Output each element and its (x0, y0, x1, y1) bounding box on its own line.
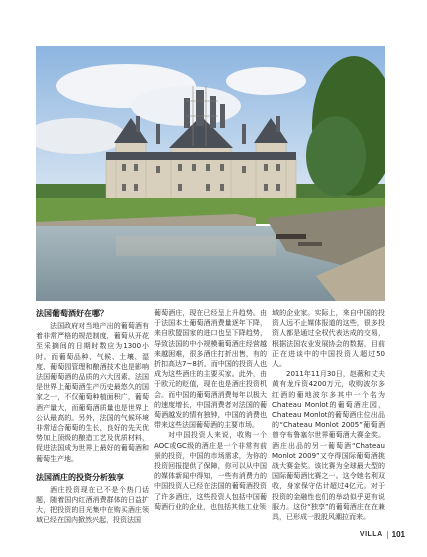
magazine-brand: VILLA (359, 531, 383, 538)
body-paragraph: 对中国投资人来说，收购一个AOC或GC级的酒庄是一个非常有前景的投资，中国的市场需求，为你的投资回报提供了保障，你可以从中国的媒体新闻中得知，一些有消费力的中国投资人已经在法国的葡萄酒投资了许多酒庄，这些投资人包括中国葡萄酒行业的企业，也包括其他工业领 (154, 431, 267, 511)
body-paragraph: 2011年11月30日，赵薇和丈夫黄有龙斥资4200万元，收购波尔多红酒的葡地波尔多其中一个名为Chateau Monlot的葡萄酒庄园，Chateau Monlot的葡萄酒庄位出品的“Chateau Monlot 2005”葡萄酒曾夺布鲁塞尔世界葡萄酒大赛金奖。酒庄出品的另一葡萄酒“Chateau Monlot 2009”又夺得国际葡萄酒挑战大赛金奖。该比赛为全球最大型的国际葡萄酒比赛之一。这令她名利双收，身家保守估计超过4亿元。对于投资的金融性也们的举动似乎更有说服力。这份“独享”的葡萄酒庄在在兼具，已形成一股股风潮拉而来。 (272, 370, 385, 522)
footer-divider (387, 531, 388, 539)
body-paragraph: 葡萄酒庄，现在已经呈上升趋势。由于法国本土葡萄酒消费量逐年下降，来自欧盟国家的进口也呈下降趋势，导致法国的中小规模葡萄酒庄经营越来越困难，很多酒庄打折出售，有的折扣高达7~8折。而中国的投资人也成为这些酒庄的主要买家。此外，由于欧元的贬值，现在也是酒庄投资机会。而中国的葡萄酒消费每年以极大的速度增长，中国消费者对法国的葡萄酒越发的情有独钟，中国的消费也带来这些法国葡萄酒的主要市场。 (154, 309, 267, 430)
body-paragraph: 域的企业家。实际上，来自中国的投资人远不止媒体报道的这些，很多投资人都是通过全权代表达成的交易，根据法国农业发展协会的数据，目前正在进谈中的中国投资人超过50人。 (272, 309, 385, 369)
body-paragraph: 法国政府对当地产出的葡萄酒有着非常严格的规范制度，葡萄从开花至采摘间的日期时数应为1300小时。而葡萄品种、气候、土壤、湿度、葡萄园管理和酿酒技术也是影响法国葡萄酒的品质的六大因素。法国是世界上葡萄酒生产历史最悠久的国家之一，不仅葡萄种植面积广，葡萄酒产量大，而葡萄酒质量也是世界上公认最高的。另外，法国的气候环境非常适合葡萄的生长，良好的先天优势加上顶级的酿造工艺及优质材料，促进法国成为世界上最好的葡萄酒和葡萄生产地。 (36, 322, 149, 463)
text-column-1 (36, 308, 149, 526)
page-footer (360, 530, 405, 539)
page-number: 101 (391, 530, 405, 539)
body-paragraph: 酒庄投资现在已不是个热门话题，随着国内红酒消费群体的日益扩大，把投资的目光集中在购买酒庄领域已经在国内掀然兴起，投资法国 (36, 485, 149, 525)
text-column-2 (154, 308, 267, 512)
text-column-3 (272, 308, 385, 522)
section-heading: 法国葡萄酒好在哪？ (36, 309, 108, 318)
paragraph-spacer (36, 464, 149, 472)
chateau-landscape-illustration (36, 46, 385, 301)
chateau-photo (36, 46, 385, 301)
section-heading: 法国酒庄的投资分析独享 (36, 472, 124, 482)
